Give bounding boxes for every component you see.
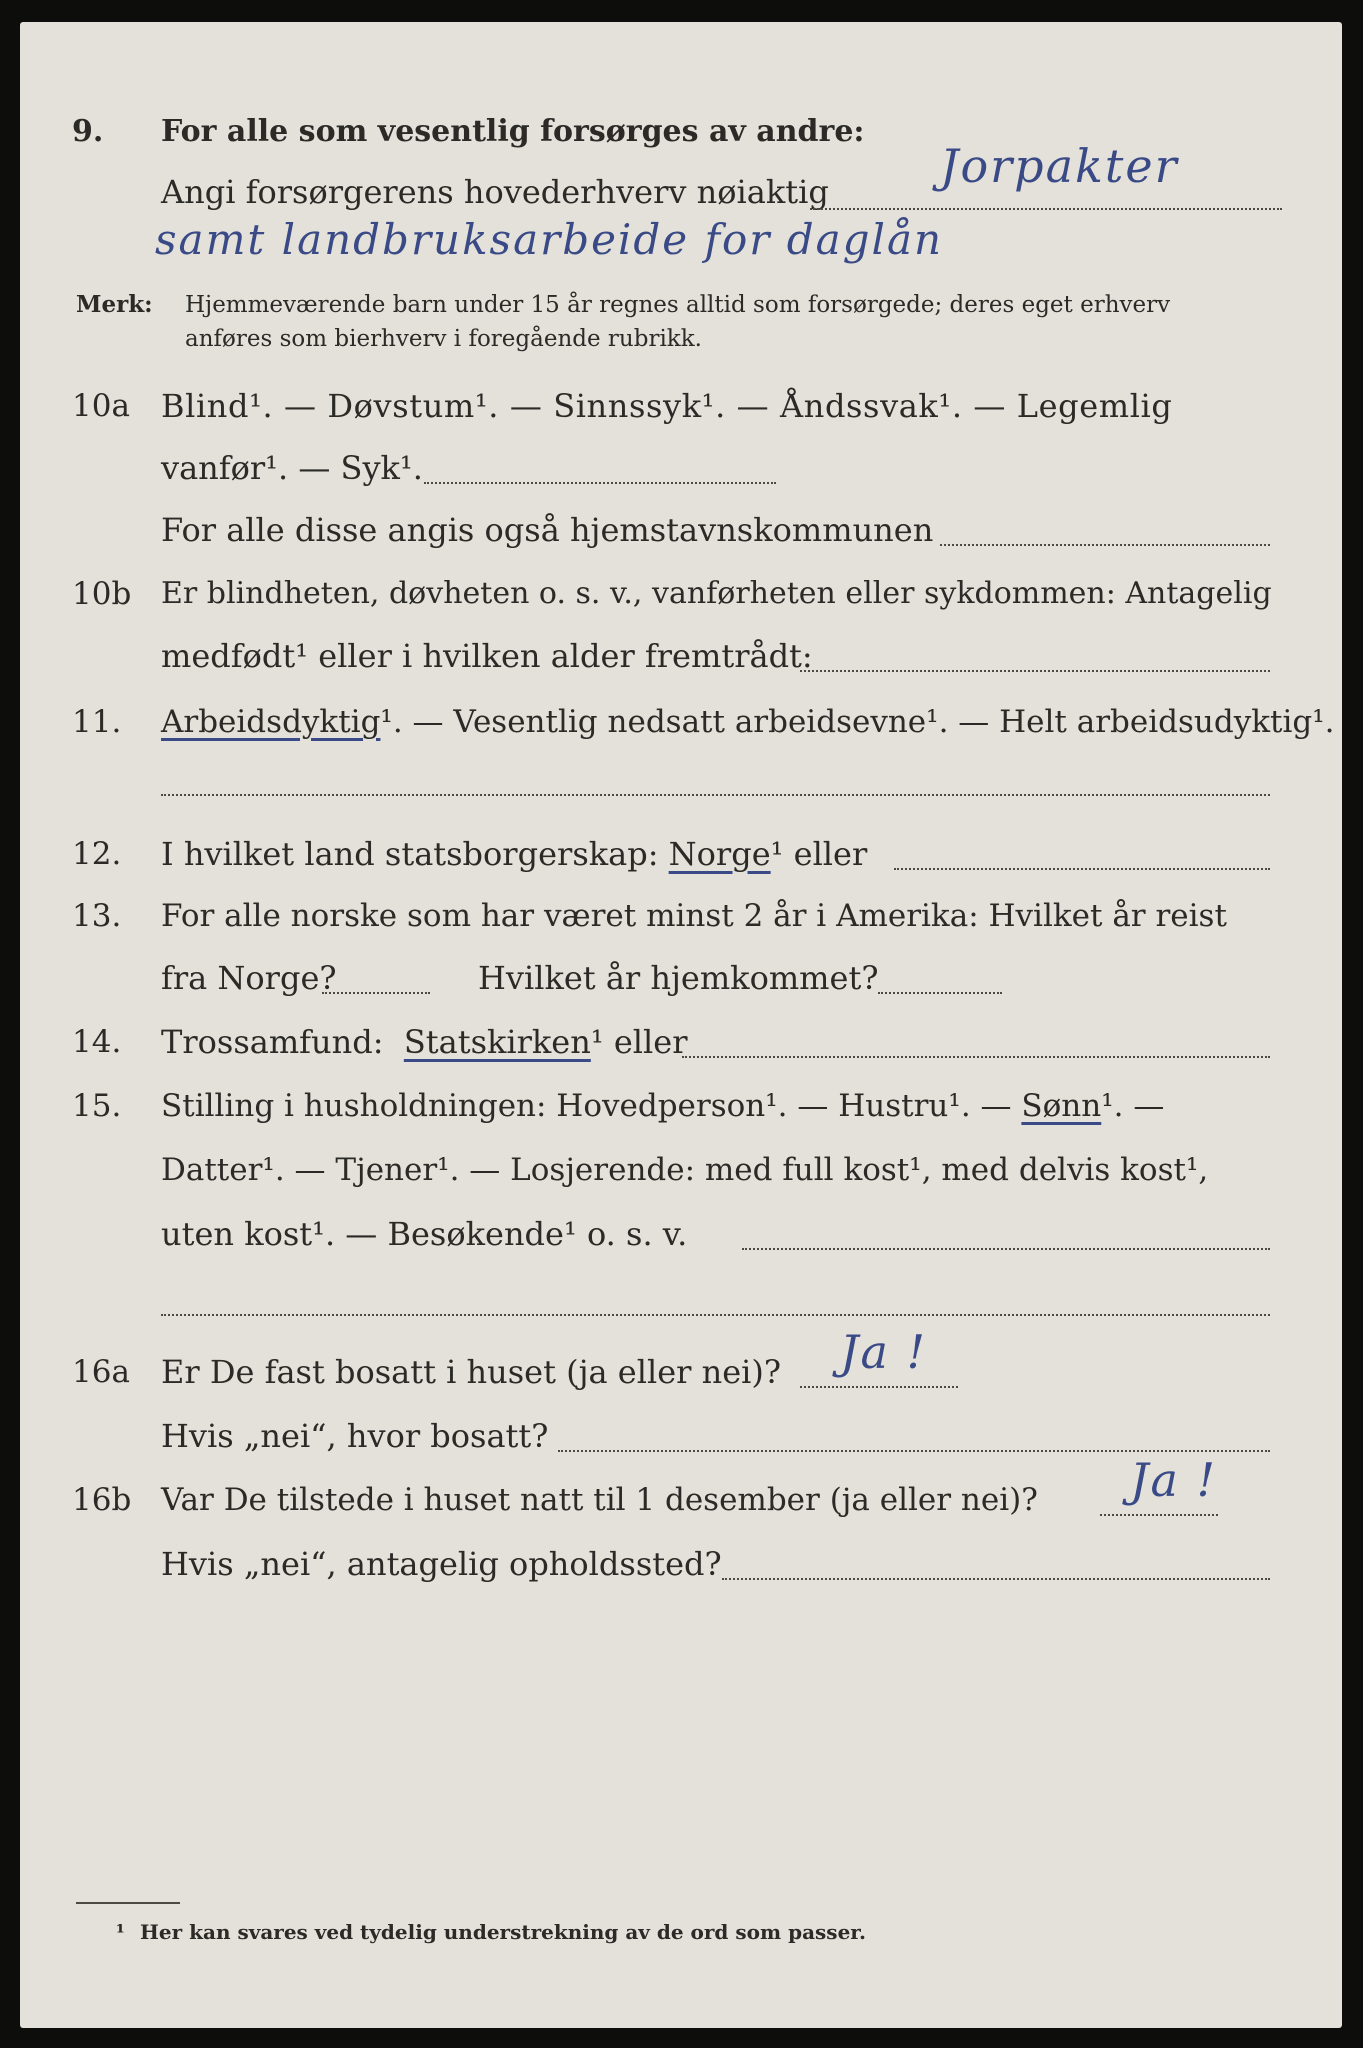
- q14-option-statskirken[interactable]: Statskirken: [403, 1023, 591, 1061]
- merk-line2: anføres som bierhverv i foregående rubrikk.: [185, 326, 702, 352]
- q15-line1c: ¹. —: [1101, 1088, 1165, 1124]
- q10a-number: 10a: [72, 388, 130, 424]
- q15-number: 15.: [72, 1088, 122, 1124]
- q14-pre: Trossamfund:: [161, 1023, 384, 1061]
- footnote-rule: [76, 1902, 180, 1904]
- q16b-opholdssted-line: [722, 1578, 1270, 1580]
- merk-label: Merk:: [76, 291, 153, 318]
- q10a-kommune-line: [940, 544, 1270, 546]
- q13-number: 13.: [72, 898, 122, 934]
- q12-number: 12.: [72, 836, 122, 872]
- q9-heading: For alle som vesentlig forsørges av andre:: [161, 114, 865, 149]
- q13-line2b: Hvilket år hjemkommet?: [478, 959, 879, 997]
- q13-line2a: fra Norge?: [161, 959, 337, 997]
- q10a-syk-line: [424, 482, 776, 484]
- q10b-answer-line: [800, 670, 1270, 672]
- footnote-text: Her kan svares ved tydelig understrekning av de ord som passer.: [140, 1920, 866, 1944]
- q10b-line1: Er blindheten, døvheten o. s. v., vanførheten eller sykdommen: Antagelig: [161, 576, 1272, 611]
- q12-post: ¹ eller: [770, 835, 868, 873]
- q14-answer-line: [682, 1056, 1270, 1058]
- merk-line1: Hjemmeværende barn under 15 år regnes alltid som forsørgede; deres eget erhverv: [185, 292, 1171, 318]
- q15-option-sonn[interactable]: Sønn: [1021, 1088, 1102, 1124]
- q15-line1a: Stilling i husholdningen: Hovedperson¹. — Hustru¹. —: [161, 1088, 1012, 1124]
- q15-line1: [161, 1086, 1164, 1126]
- q16b-line1: Var De tilstede i huset natt til 1 desember (ja eller nei)?: [161, 1482, 1038, 1518]
- q11-options: [161, 702, 1335, 742]
- q11-rest: ¹. — Vesentlig nedsatt arbeidsevne¹. — Helt arbeidsudyktig¹.: [380, 704, 1335, 740]
- q15-line2: Datter¹. — Tjener¹. — Losjerende: med full kost¹, med delvis kost¹,: [161, 1152, 1209, 1188]
- q15-answer-line2: [161, 1314, 1270, 1316]
- q10a-line3: For alle disse angis også hjemstavnskommunen: [161, 511, 934, 549]
- q14-text: [161, 1022, 687, 1062]
- q13-line1: For alle norske som har været minst 2 år i Amerika: Hvilket år reist: [161, 898, 1227, 934]
- q12-text: [161, 834, 867, 874]
- q15-answer-line: [742, 1248, 1270, 1250]
- q16a-bosatt-line: [558, 1450, 1270, 1452]
- footnote-mark: ¹: [116, 1920, 125, 1944]
- census-form-page: [20, 22, 1342, 2028]
- q12-pre: I hvilket land statsborgerskap:: [161, 835, 659, 873]
- q16a-line2: Hvis „nei“, hvor bosatt?: [161, 1417, 549, 1455]
- q11-answer-line: [161, 794, 1270, 796]
- q12-option-norge[interactable]: Norge: [668, 835, 771, 873]
- q16b-number: 16b: [72, 1482, 132, 1518]
- q10a-line2: vanfør¹. — Syk¹.: [161, 449, 423, 487]
- q16b-line2: Hvis „nei“, antagelig opholdssted?: [161, 1545, 722, 1583]
- q13-reist-line: [322, 992, 430, 994]
- q16a-line1: Er De fast bosatt i huset (ja eller nei)?: [161, 1353, 782, 1391]
- q16b-answer[interactable]: Ja !: [1130, 1453, 1217, 1507]
- q9-label: Angi forsørgerens hovederhverv nøiaktig: [161, 173, 829, 211]
- q10a-line1: Blind¹. — Døvstum¹. — Sinnssyk¹. — Åndssvak¹. — Legemlig: [161, 387, 1173, 425]
- q16a-number: 16a: [72, 1354, 130, 1390]
- q16a-answer-line: [800, 1386, 958, 1388]
- q11-number: 11.: [72, 704, 122, 740]
- q13-hjemkommet-line: [878, 992, 1002, 994]
- q10b-number: 10b: [72, 576, 132, 612]
- q16b-answer-line: [1100, 1514, 1218, 1516]
- q9-answer-line: [810, 208, 1282, 210]
- q10b-line2: medfødt¹ eller i hvilken alder fremtrådt:: [161, 637, 813, 675]
- q14-post: ¹ eller: [590, 1023, 688, 1061]
- q9-answer-additional[interactable]: samt landbruksarbeide for daglån: [155, 215, 944, 264]
- q11-option-arbeidsdyktig[interactable]: Arbeidsdyktig: [161, 704, 381, 740]
- q14-number: 14.: [72, 1024, 122, 1060]
- q9-number: 9.: [72, 114, 104, 149]
- q15-line3: uten kost¹. — Besøkende¹ o. s. v.: [161, 1215, 688, 1253]
- q16a-answer[interactable]: Ja !: [840, 1325, 927, 1379]
- q9-answer-occupation[interactable]: Jorpakter: [940, 139, 1179, 193]
- q12-answer-line: [894, 868, 1270, 870]
